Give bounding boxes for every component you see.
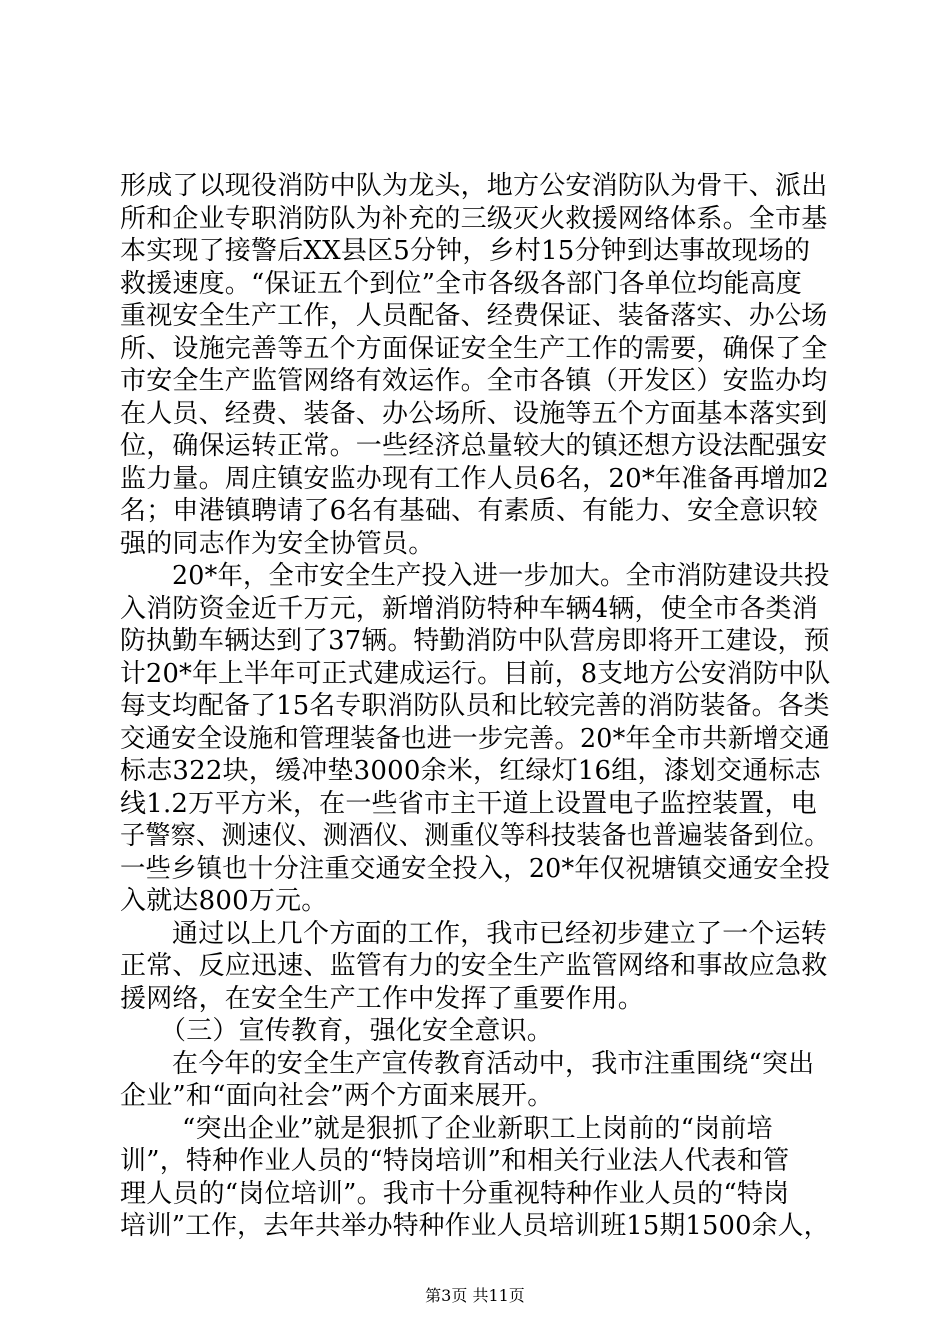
text-line: 标志322块，缓冲垫3000余米，红绿灯16组，漆划交通标志 (120, 756, 821, 786)
text-line: 位，确保运转正常。一些经济总量较大的镇还想方设法配强安 (120, 431, 828, 461)
text-line: 培训”工作，去年共举办特种作业人员培训班15期1500余人， (120, 1211, 830, 1241)
text-line: 计20*年上半年可正式建成运行。目前，8支地方公安消防中队 (120, 658, 831, 689)
text-line: 在人员、经费、装备、办公场所、设施等五个方面基本落实到 (120, 398, 828, 429)
text-line: 通过以上几个方面的工作，我市已经初步建立了一个运转 (172, 918, 828, 949)
text-line: 强的同志作为安全协管员。 (120, 528, 435, 559)
text-line: 所、设施完善等五个方面保证安全生产工作的需要，确保了全 (120, 333, 828, 364)
text-line: 在今年的安全生产宣传教育活动中，我市注重围绕“突出 (172, 1048, 815, 1079)
page-number: 第3页 共11页 (425, 1286, 525, 1305)
text-line: 20*年，全市安全生产投入进一步加大。全市消防建设共投 (172, 561, 830, 591)
text-line: 市安全生产监管网络有效运作。全市各镇（开发区）安监办均 (120, 366, 828, 396)
text-line: 救援速度。“保证五个到位”全市各级各部门各单位均能高度 (120, 268, 802, 299)
text-line: 援网络，在安全生产工作中发挥了重要作用。 (120, 983, 645, 1014)
text-line: 监力量。周庄镇安监办现有工作人员6名，20*年准备再增加2 (120, 463, 829, 494)
text-line: 本实现了接警后XX县区5分钟，乡村15分钟到达事故现场的 (120, 236, 811, 266)
text-line: 一些乡镇也十分注重交通安全投入，20*年仅祝塘镇交通安全投 (120, 853, 830, 884)
text-line: 正常、反应迅速、监管有力的安全生产监管网络和事故应急救 (120, 951, 828, 981)
text-line: 每支均配备了15名专职消防队员和比较完善的消防装备。各类 (120, 691, 830, 721)
text-line: 理人员的“岗位培训”。我市十分重视特种作业人员的“特岗 (120, 1178, 790, 1209)
text-line: 形成了以现役消防中队为龙头，地方公安消防队为骨干、派出 (120, 171, 828, 201)
text-line: 入就达800万元。 (120, 886, 328, 916)
text-line: 名；申港镇聘请了6名有基础、有素质、有能力、安全意识较 (120, 496, 818, 526)
text-line: 线1.2万平方米，在一些省市主干道上设置电子监控装置，电 (120, 788, 817, 819)
text-line: 入消防资金近千万元，新增消防特种车辆4辆，使全市各类消 (120, 593, 818, 624)
text-line: 企业”和“面向社会”两个方面来展开。 (120, 1081, 554, 1111)
text-line: “突出企业”就是狠抓了企业新职工上岗前的“岗前培 (182, 1113, 773, 1144)
text-line: 所和企业专职消防队为补充的三级灭火救援网络体系。全市基 (120, 203, 828, 234)
text-line: 训”，特种作业人员的“特岗培训”和相关行业法人代表和管 (120, 1146, 790, 1176)
text-line: 子警察、测速仪、测酒仪、测重仪等科技装备也普遍装备到位。 (120, 821, 830, 851)
text-line: 交通安全设施和管理装备也进一步完善。20*年全市共新增交通 (120, 723, 830, 754)
text-line: 防执勤车辆达到了37辆。特勤消防中队营房即将开工建设，预 (120, 626, 830, 656)
text-line: 重视安全生产工作，人员配备、经费保证、装备落实、办公场 (120, 301, 828, 331)
section-heading: （三）宣传教育，强化安全意识。 (160, 1016, 554, 1046)
